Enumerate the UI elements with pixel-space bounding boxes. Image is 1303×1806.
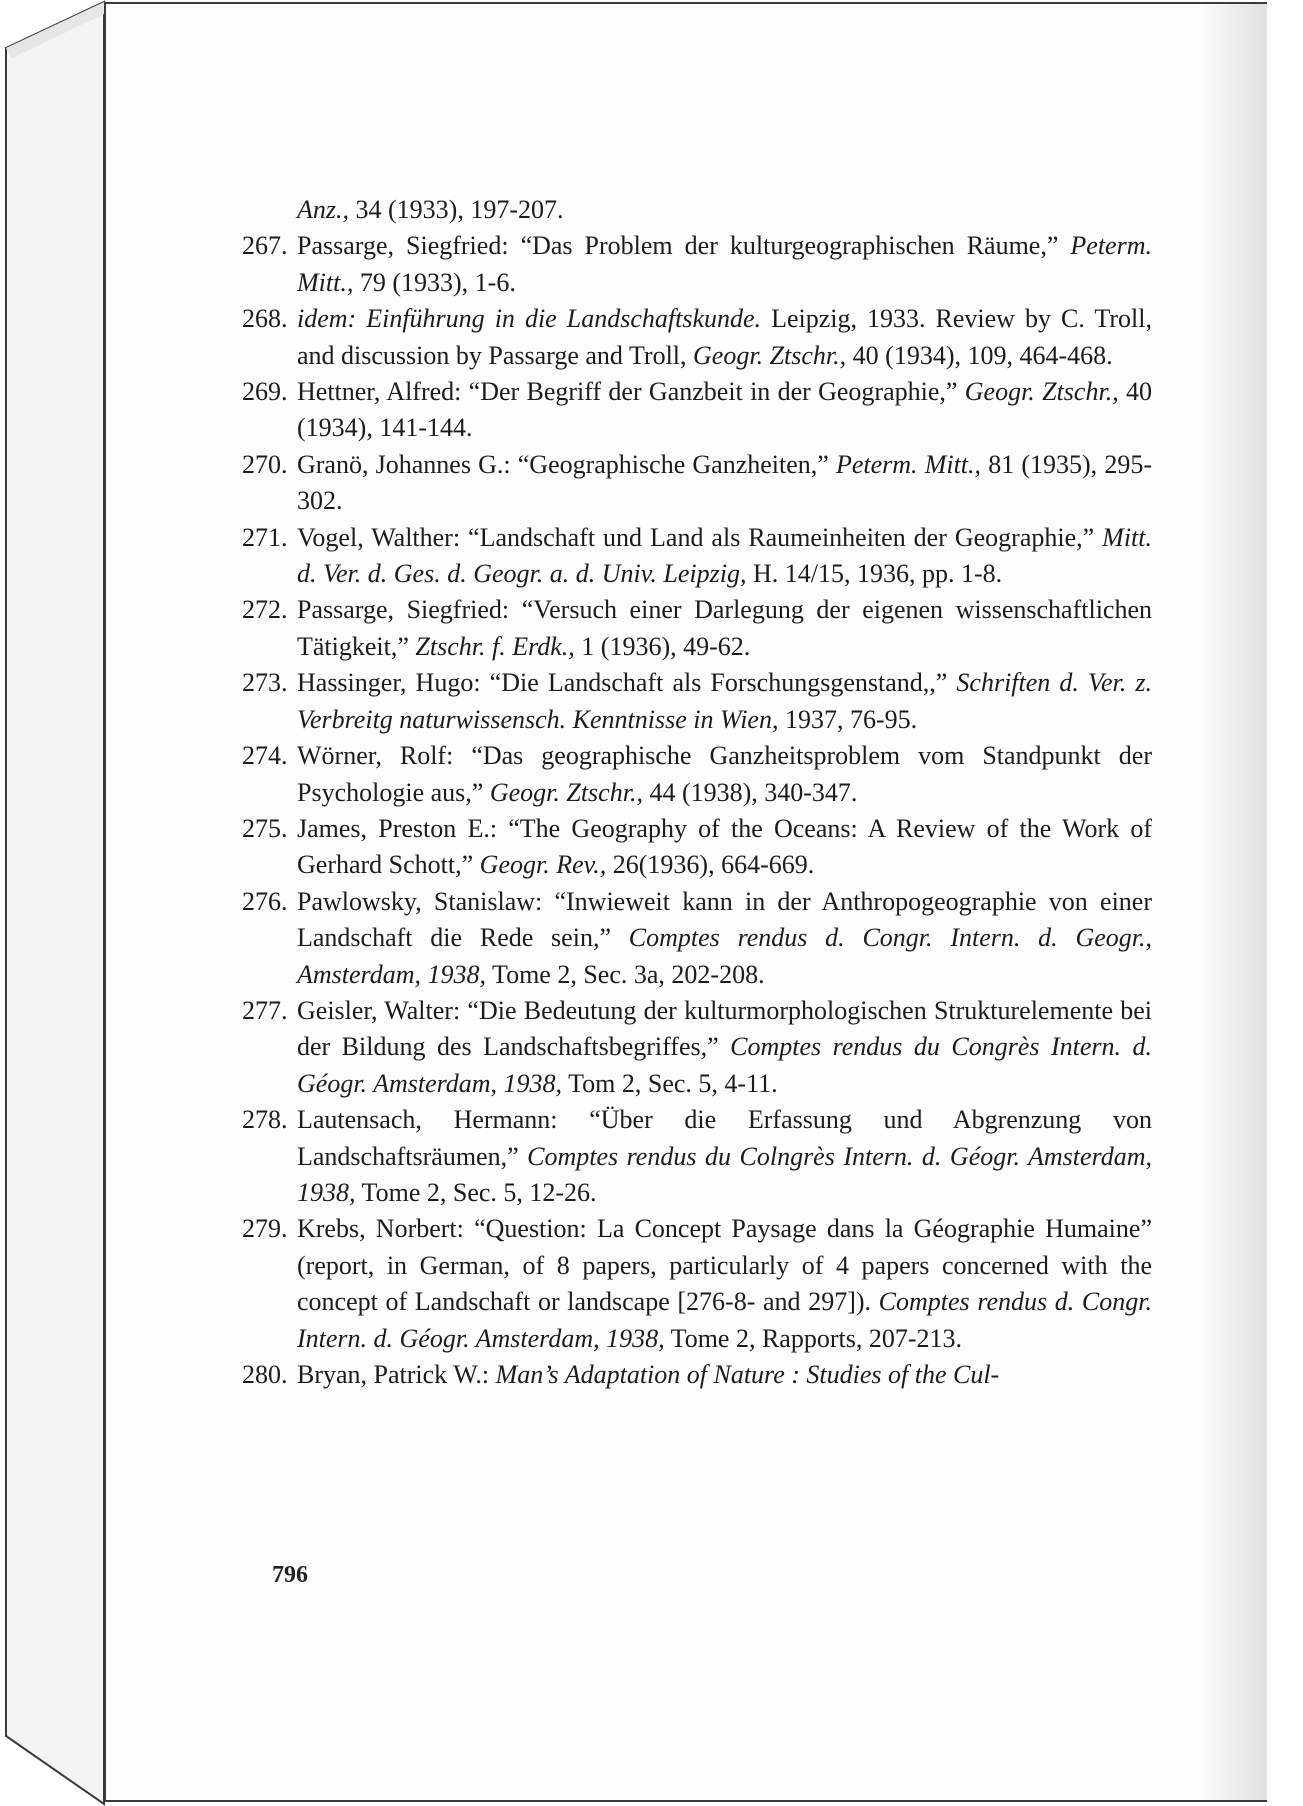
citation-source-italic: Geogr. Ztschr.,: [693, 340, 847, 370]
bibliography-entry: [242, 738, 1152, 811]
bibliography-entry: [242, 665, 1152, 738]
citation-text: Wörner, Rolf: “Das geographische Ganzheitsproblem vom Standpunkt der Psychologie aus,”: [297, 741, 1152, 807]
citation-source-italic: Comptes rendus du Congrès Intern. d. Géogr. Amsterdam, 1938,: [297, 1032, 1152, 1098]
entry-number: 274.: [242, 741, 288, 771]
entry-number: 278.: [242, 1105, 288, 1135]
citation-text: 81 (1935), 295-302.: [297, 449, 1152, 516]
citation-text: Tome 2, Sec. 5, 12-26.: [355, 1177, 597, 1207]
citation-text: Krebs, Norbert: “Question: La Concept Paysage dans la Géographie Humaine” (report, in German, of 8 papers, particularly of 4 papers concerned with the concept of Landschaft or landscape [276-8- and 297]).: [297, 1214, 1152, 1317]
citation-text: Hassinger, Hugo: “Die Landschaft als Forschungsgenstand,,”: [297, 668, 957, 698]
citation-source-italic: Comptes rendus d. Congr. Intern. d. Geogr., Amsterdam, 1938,: [297, 923, 1153, 989]
bibliography-entry: [242, 884, 1152, 993]
entry-number: 267.: [242, 231, 288, 261]
entry-number: 275.: [242, 813, 288, 843]
entry-number: 276.: [242, 886, 288, 916]
bibliography-entry: [242, 811, 1152, 884]
citation-source-italic: idem: Einführung in die Landschaftskunde.: [297, 304, 762, 334]
entry-number: 279.: [242, 1214, 288, 1244]
bibliography-entry: [242, 1102, 1152, 1211]
entry-number: 270.: [242, 449, 288, 479]
citation-text: 40 (1934), 141-144.: [297, 377, 1153, 443]
citation-text: 34 (1933), 197-207.: [349, 195, 564, 224]
citation-text: Passarge, Siegfried: “Versuch einer Darlegung der eigenen wissenschaftlichen Tätigkeit,”: [297, 595, 1152, 661]
bibliography-entry: [242, 993, 1152, 1102]
bibliography-entry: [242, 374, 1152, 447]
citation-source-italic: Comptes rendus d. Congr. Intern. d. Géogr. Amsterdam, 1938,: [297, 1287, 1153, 1353]
citation-text: 44 (1938), 340-347.: [642, 777, 858, 807]
bibliography-entry: [242, 1211, 1152, 1357]
entry-number: 273.: [242, 668, 288, 698]
bibliography-entry: [242, 228, 1152, 301]
entry-number: 269.: [242, 377, 288, 407]
citation-text: Vogel, Walther: “Landschaft und Land als Raumeinheiten der Geographie,”: [297, 522, 1103, 552]
citation-text: Pawlowsky, Stanislaw: “Inwieweit kann in der Anthropogeographie von einer Landschaft die Rede sein,”: [297, 886, 1152, 953]
bibliography-list: [242, 228, 1152, 1393]
page-number: 796: [272, 1562, 308, 1588]
citation-source-italic: Man’s Adaptation of Nature : Studies of the Cul-: [495, 1360, 1000, 1389]
entry-number: 280.: [242, 1360, 288, 1389]
citation-text: James, Preston E.: “The Geography of the Oceans: A Review of the Work of Gerhard Schott,”: [297, 813, 1152, 880]
bibliography-entry: [242, 520, 1152, 593]
citation-text: 1937, 76-95.: [778, 704, 918, 734]
bibliography-entry: [242, 447, 1152, 520]
citation-text: Tome 2, Rapports, 207-213.: [664, 1323, 962, 1353]
citation-source-italic: Peterm. Mitt.,: [835, 449, 982, 479]
bibliography-entry: [242, 592, 1152, 665]
citation-text: 40 (1934), 109, 464-468.: [846, 340, 1113, 370]
citation-source-italic: Anz.,: [297, 195, 349, 224]
citation-text: Leipzig, 1933. Review by C. Troll, and discussion by Passarge and Troll,: [297, 304, 1152, 370]
citation-source-italic: Geogr. Ztschr.,: [964, 377, 1119, 407]
citation-text: Geisler, Walter: “Die Bedeutung der kulturmorphologischen Strukturelemente bei der Bildung des Landschaftsbegriffes,”: [297, 995, 1152, 1062]
citation-text: 1 (1936), 49-62.: [574, 631, 751, 661]
citation-source-italic: Geogr. Rev.,: [479, 850, 607, 880]
citation-source-italic: Mitt. d. Ver. d. Ges. d. Geogr. a. d. Univ. Leipzig,: [297, 522, 1152, 589]
entry-number: 268.: [242, 304, 288, 334]
bibliography-text: [242, 192, 1152, 1393]
citation-text: Hettner, Alfred: “Der Begriff der Ganzbeit in der Geographie,”: [297, 377, 965, 407]
citation-text: Lautensach, Hermann: “Über die Erfassung und Abgrenzung von Landschaftsräumen,”: [297, 1105, 1152, 1171]
bibliography-entry: [242, 1357, 1152, 1393]
citation-text: Tome 2, Sec. 3a, 202-208.: [485, 959, 765, 989]
entry-number: 271.: [242, 522, 288, 552]
citation-source-italic: Geogr. Ztschr.,: [489, 777, 643, 807]
citation-source-italic: Peterm. Mitt.,: [297, 231, 1152, 297]
citation-text: 26(1936), 664-669.: [606, 850, 815, 880]
page-shadow: [1197, 4, 1267, 1800]
citation-text: Bryan, Patrick W.:: [297, 1360, 496, 1389]
bibliography-entry: [242, 301, 1152, 374]
citation-source-italic: Comptes rendus du Colngrès Intern. d. Géogr. Amsterdam, 1938,: [297, 1141, 1152, 1207]
citation-text: 79 (1933), 1-6.: [353, 267, 516, 297]
citation-text: Granö, Johannes G.: “Geographische Ganzheiten,”: [297, 449, 836, 479]
continuation-line: [242, 192, 1152, 228]
citation-source-italic: Schriften d. Ver. z. Verbreitg naturwissensch. Kenntnisse in Wien,: [297, 668, 1152, 734]
citation-text: Passarge, Siegfried: “Das Problem der kulturgeographischen Räume,”: [297, 231, 1071, 261]
citation-text: Tom 2, Sec. 5, 4-11.: [562, 1068, 778, 1098]
entry-number: 272.: [242, 595, 288, 625]
entry-number: 277.: [242, 995, 288, 1025]
citation-source-italic: Ztschr. f. Erdk.,: [415, 631, 575, 661]
citation-text: H. 14/15, 1936, pp. 1-8.: [746, 559, 1003, 589]
